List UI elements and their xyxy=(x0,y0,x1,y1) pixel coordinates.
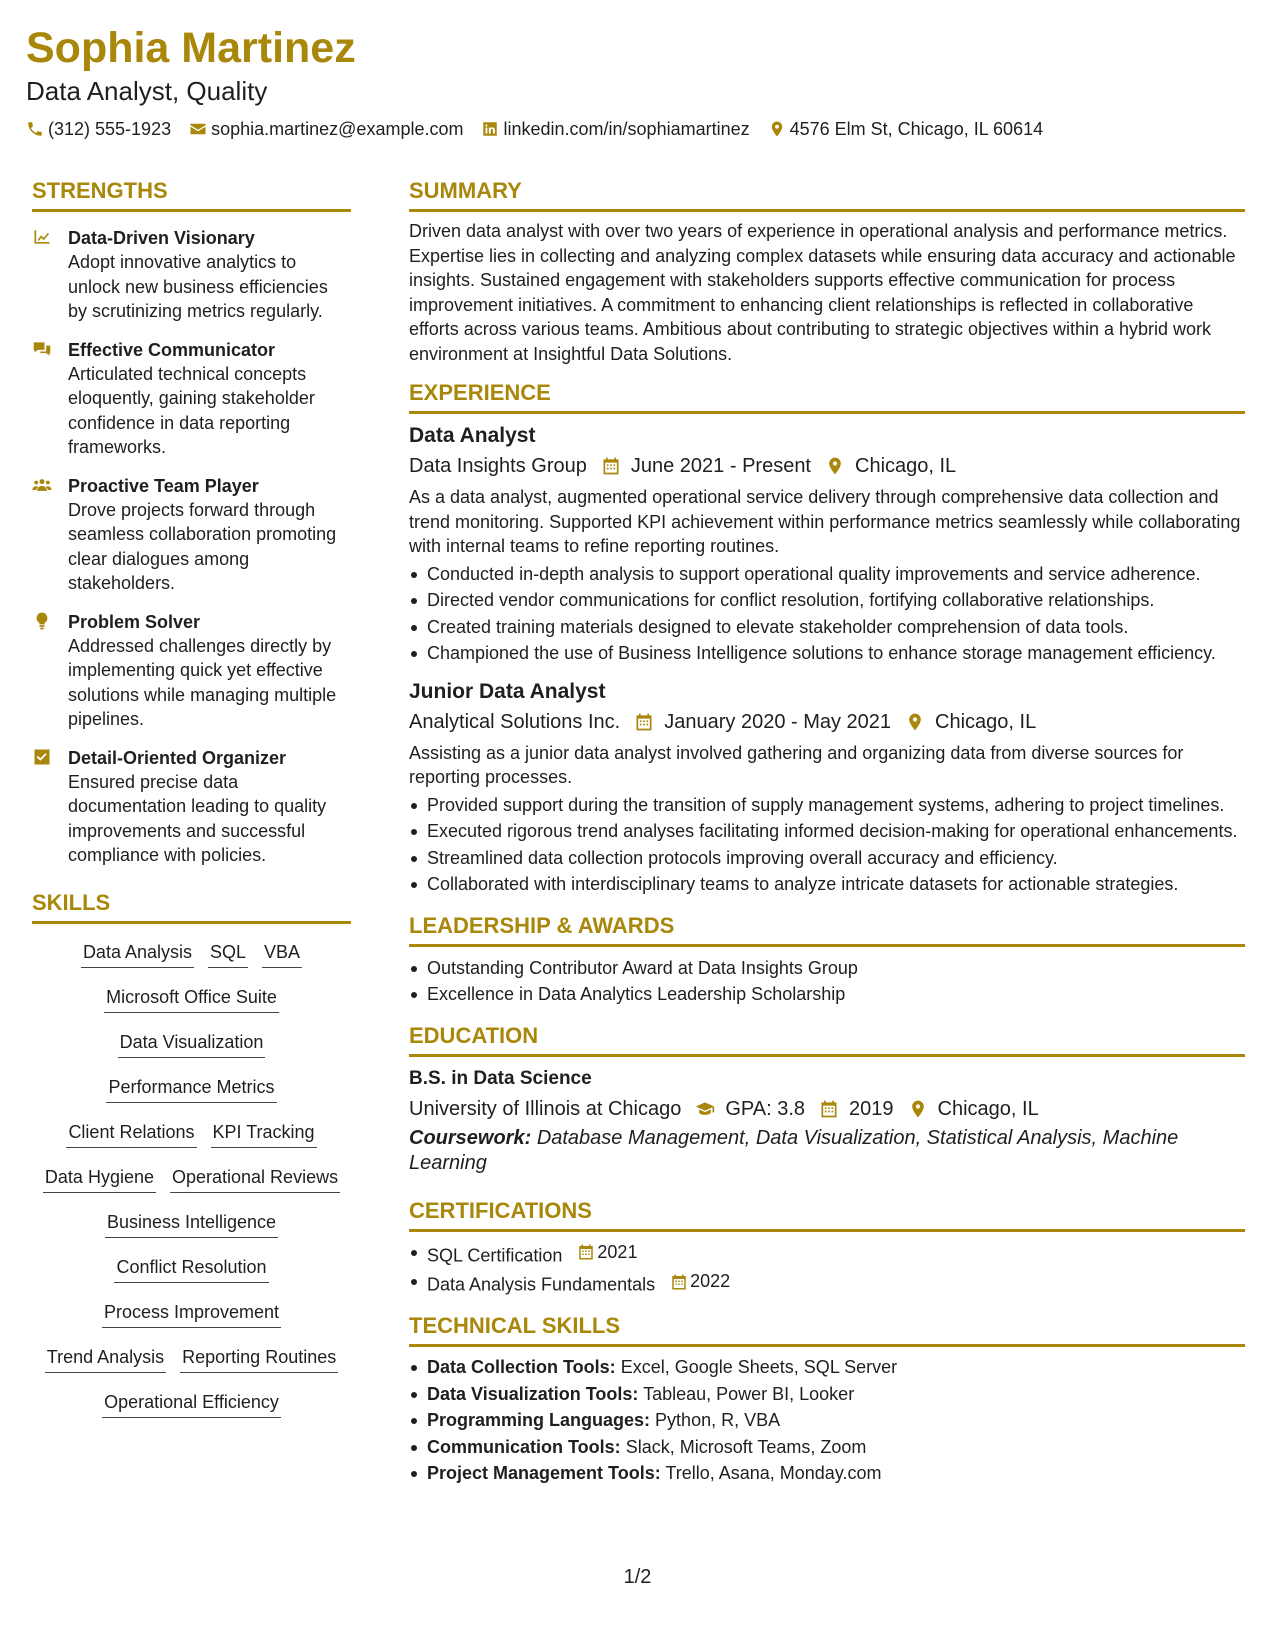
summary-section xyxy=(409,178,1245,366)
strength-desc: Articulated technical concepts eloquently, gaining stakeholder confidence in data reporting frameworks. xyxy=(68,363,315,457)
skill-tag: VBA xyxy=(262,940,302,968)
job-entry xyxy=(409,422,1245,666)
strength-body xyxy=(68,338,351,460)
technical-skill-label: Communication Tools: xyxy=(427,1436,621,1457)
job-description: Assisting as a junior data analyst involved gathering and organizing data from diverse sources for reporting processes. xyxy=(409,742,1184,787)
job-bullet: Provided support during the transition of supply management systems, adhering to project timelines. xyxy=(409,793,1245,818)
skill-row xyxy=(32,985,351,1013)
map-marker-icon xyxy=(768,120,786,138)
skill-tag: SQL xyxy=(208,940,248,968)
education-heading: EDUCATION xyxy=(409,1023,1245,1057)
job-dates xyxy=(634,708,891,736)
job-bullet: Executed rigorous trend analyses facilitating informed decision-making for operational enhancements. xyxy=(409,819,1245,844)
technical-skill-label: Data Visualization Tools: xyxy=(427,1383,639,1404)
summary-heading: SUMMARY xyxy=(409,178,1245,212)
certification-year xyxy=(577,1240,637,1265)
linkedin-link[interactable]: linkedin.com/in/sophiamartinez xyxy=(503,119,750,139)
technical-skill-value: Tableau, Power BI, Looker xyxy=(643,1383,855,1404)
job-location xyxy=(825,452,956,480)
experience-section xyxy=(409,380,1245,897)
map-marker-icon xyxy=(908,1099,928,1119)
skill-tag: Data Hygiene xyxy=(43,1165,156,1193)
job-company xyxy=(409,708,620,736)
job-bullet: Conducted in-depth analysis to support operational quality improvements and service adherence. xyxy=(409,562,1245,587)
coursework-text: Database Management, Data Visualization, Statistical Analysis, Machine Learning xyxy=(409,1126,1179,1174)
lightbulb-icon xyxy=(32,611,52,631)
job-title: Data Analyst xyxy=(409,424,536,447)
calendar-icon xyxy=(601,456,621,476)
contact-bar xyxy=(26,118,1246,140)
map-marker-icon xyxy=(825,456,845,476)
graduation-year xyxy=(819,1095,894,1123)
leadership-list xyxy=(409,956,1245,1007)
job-entry xyxy=(409,678,1245,897)
school-text: University of Illinois at Chicago xyxy=(409,1097,682,1120)
degree: B.S. in Data Science xyxy=(409,1067,592,1089)
graduation-cap-icon xyxy=(695,1099,715,1119)
users-icon xyxy=(32,475,52,495)
education-section xyxy=(409,1023,1245,1176)
technical-skill-value: Python, R, VBA xyxy=(655,1410,781,1430)
skill-row xyxy=(32,1390,351,1418)
certifications-list xyxy=(409,1240,1245,1298)
leadership-heading: LEADERSHIP & AWARDS xyxy=(409,913,1245,947)
job-dates xyxy=(601,452,811,480)
skill-tag: Process Improvement xyxy=(102,1300,281,1328)
award-item: Outstanding Contributor Award at Data Insights Group xyxy=(409,956,1245,981)
year-text: 2021 xyxy=(597,1241,638,1262)
strength-title: Proactive Team Player xyxy=(68,475,259,496)
strength-body xyxy=(68,474,351,596)
strength-item xyxy=(32,338,351,460)
calendar-icon xyxy=(670,1273,688,1291)
certification-item xyxy=(409,1240,1245,1268)
job-bullet: Collaborated with interdisciplinary teams to analyze intricate datasets for actionable strategies. xyxy=(409,872,1245,897)
phone-icon xyxy=(26,120,44,138)
school-name xyxy=(409,1095,681,1123)
strength-title: Problem Solver xyxy=(68,611,201,632)
resume-header xyxy=(26,22,1246,140)
certifications-section xyxy=(409,1198,1245,1298)
company-text: Data Insights Group xyxy=(409,455,587,477)
strength-desc: Addressed challenges directly by implementing quick yet effective solutions while managing multiple pipelines. xyxy=(68,635,337,729)
job-description: As a data analyst, augmented operational service delivery through comprehensive data collection and trend monitoring. Supported KPI achievement within performance metrics seamlessly while collaborating with internal teams to refine reporting routines. xyxy=(409,487,1241,556)
skill-tag: Microsoft Office Suite xyxy=(104,985,279,1013)
job-bullet: Directed vendor communications for conflict resolution, fortifying collaborative relationships. xyxy=(409,588,1245,613)
strength-title: Data-Driven Visionary xyxy=(68,228,255,248)
skill-tag: Client Relations xyxy=(66,1120,196,1148)
strengths-heading: STRENGTHS xyxy=(32,178,351,212)
job-company xyxy=(409,452,587,480)
skill-tag: Operational Reviews xyxy=(170,1165,340,1193)
skill-row xyxy=(32,1345,351,1373)
calendar-icon xyxy=(634,712,654,732)
left-column xyxy=(32,178,351,1418)
skill-tag: KPI Tracking xyxy=(211,1120,317,1148)
gpa-text: GPA: 3.8 xyxy=(725,1097,806,1120)
location-text: Chicago, IL xyxy=(855,455,957,477)
page-number: 1/2 xyxy=(623,1566,652,1588)
strength-icon-wrap xyxy=(32,339,54,361)
certifications-heading: CERTIFICATIONS xyxy=(409,1198,1245,1232)
strength-item xyxy=(32,610,351,732)
year-text: 2022 xyxy=(690,1271,731,1292)
calendar-icon xyxy=(577,1243,595,1261)
linkedin-icon xyxy=(481,120,499,138)
technical-skill-item xyxy=(409,1408,1245,1433)
contact-linkedin[interactable] xyxy=(481,118,749,140)
job-bullet: Streamlined data collection protocols improving overall accuracy and efficiency. xyxy=(409,846,1245,871)
technical-skill-item xyxy=(409,1461,1245,1486)
technical-skill-value: Excel, Google Sheets, SQL Server xyxy=(620,1357,898,1377)
skill-row xyxy=(32,1030,351,1058)
strength-icon-wrap xyxy=(32,611,54,633)
candidate-name: Sophia Martinez xyxy=(26,24,356,72)
coursework xyxy=(409,1126,1245,1176)
technical-skill-label: Programming Languages: xyxy=(427,1410,651,1430)
strength-icon-wrap xyxy=(32,227,54,249)
technical-skill-label: Data Collection Tools: xyxy=(427,1357,616,1377)
skill-row xyxy=(32,1255,351,1283)
strength-title: Detail-Oriented Organizer xyxy=(68,747,287,768)
education-meta xyxy=(409,1095,1245,1123)
certification-name: Data Analysis Fundamentals xyxy=(427,1274,656,1295)
phone-text: (312) 555-1923 xyxy=(48,119,172,139)
skill-row xyxy=(32,1120,351,1148)
strength-desc: Ensured precise data documentation leading to quality improvements and successful compliance with policies. xyxy=(68,771,327,865)
envelope-icon xyxy=(189,120,207,138)
award-item: Excellence in Data Analytics Leadership Scholarship xyxy=(409,982,1245,1007)
technical-skills-section xyxy=(409,1313,1245,1486)
strengths-list xyxy=(32,226,351,868)
technical-skill-value: Slack, Microsoft Teams, Zoom xyxy=(625,1436,867,1457)
comments-icon xyxy=(32,339,52,359)
technical-skills-list xyxy=(409,1355,1245,1486)
certification-name: SQL Certification xyxy=(427,1244,563,1265)
technical-skill-value: Trello, Asana, Monday.com xyxy=(665,1463,882,1483)
company-text: Analytical Solutions Inc. xyxy=(409,710,621,733)
job-location xyxy=(905,708,1036,736)
contact-phone xyxy=(26,118,171,140)
certification-item xyxy=(409,1269,1245,1297)
job-bullet: Created training materials designed to elevate stakeholder comprehension of data tools. xyxy=(409,615,1245,640)
coursework-label: Coursework: xyxy=(409,1126,532,1149)
strength-desc: Drove projects forward through seamless collaboration promoting clear dialogues among stakeholders. xyxy=(68,499,337,593)
address-text: 4576 Elm St, Chicago, IL 60614 xyxy=(789,119,1044,139)
skills-heading: SKILLS xyxy=(32,890,351,924)
dates-text: January 2020 - May 2021 xyxy=(664,710,892,733)
skill-row xyxy=(32,1210,351,1238)
job-bullets xyxy=(409,793,1245,897)
education-location xyxy=(908,1095,1039,1123)
check-square-icon xyxy=(32,747,52,767)
contact-address xyxy=(768,118,1044,140)
strength-item xyxy=(32,746,351,868)
technical-skill-item xyxy=(409,1382,1245,1407)
job-meta xyxy=(409,708,1245,736)
year-text: 2019 xyxy=(849,1097,894,1120)
job-bullets xyxy=(409,562,1245,666)
candidate-role: Data Analyst, Quality xyxy=(26,76,268,106)
contact-email[interactable] xyxy=(189,118,463,140)
skill-tag: Conflict Resolution xyxy=(114,1255,268,1283)
skill-row xyxy=(32,1075,351,1103)
map-marker-icon xyxy=(905,712,925,732)
skills-list xyxy=(32,940,351,1418)
job-title: Junior Data Analyst xyxy=(409,679,606,703)
strength-body xyxy=(68,610,351,732)
dates-text: June 2021 - Present xyxy=(630,455,811,477)
skills-section xyxy=(32,890,351,1418)
strength-item xyxy=(32,226,351,324)
job-meta xyxy=(409,452,1245,480)
skill-tag: Reporting Routines xyxy=(180,1345,338,1373)
skill-tag: Business Intelligence xyxy=(105,1210,278,1238)
skill-tag: Data Visualization xyxy=(118,1030,266,1058)
jobs-list xyxy=(409,422,1245,897)
email-link[interactable]: sophia.martinez@example.com xyxy=(211,119,464,139)
leadership-section xyxy=(409,913,1245,1007)
strength-title: Effective Communicator xyxy=(68,339,276,360)
technical-skills-heading: TECHNICAL SKILLS xyxy=(409,1313,1245,1347)
summary-text: Driven data analyst with over two years of experience in operational analysis and performance metrics. Expertise lies in collecting and analyzing complex datasets while ensuring data accuracy and actionable insights. Sustained engagement with stakeholders supports effective communication for process improvement initiatives. A commitment to enhancing client relationships is reflected in collaborative efforts across various teams. Ambitious about contributing to strategic objectives within a hybrid work environment at Insightful Data Solutions. xyxy=(409,221,1236,364)
certification-year xyxy=(670,1269,730,1294)
strength-icon-wrap xyxy=(32,747,54,769)
job-bullet: Championed the use of Business Intelligence solutions to enhance storage management efficiency. xyxy=(409,641,1245,666)
skill-tag: Operational Efficiency xyxy=(102,1390,281,1418)
technical-skill-item xyxy=(409,1355,1245,1380)
technical-skill-item xyxy=(409,1435,1245,1460)
skill-tag: Trend Analysis xyxy=(45,1345,166,1373)
strength-body xyxy=(68,746,351,868)
right-column xyxy=(409,178,1245,1488)
strength-icon-wrap xyxy=(32,475,54,497)
skill-tag: Performance Metrics xyxy=(106,1075,276,1103)
skill-row xyxy=(32,1300,351,1328)
skill-row xyxy=(32,940,351,968)
calendar-icon xyxy=(819,1099,839,1119)
strength-body xyxy=(68,226,351,324)
strength-desc: Adopt innovative analytics to unlock new business efficiencies by scrutinizing metrics regularly. xyxy=(68,252,328,321)
location-text: Chicago, IL xyxy=(935,710,1037,733)
gpa xyxy=(695,1095,805,1123)
chart-line-icon xyxy=(32,227,52,247)
skill-row xyxy=(32,1165,351,1193)
skill-tag: Data Analysis xyxy=(81,940,194,968)
technical-skill-label: Project Management Tools: xyxy=(427,1463,661,1483)
strength-item xyxy=(32,474,351,596)
experience-heading: EXPERIENCE xyxy=(409,380,1245,414)
location-text: Chicago, IL xyxy=(937,1097,1039,1120)
